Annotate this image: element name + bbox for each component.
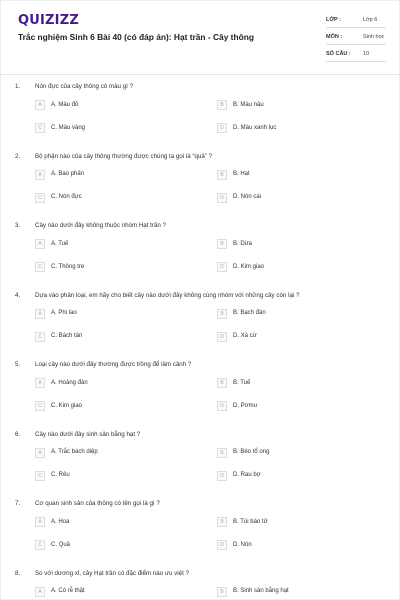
option-letter-box: A: [35, 587, 45, 597]
question-text: Loại cây nào dưới đây thường được trồng để làm cảnh ?: [35, 361, 192, 368]
question-text: Bộ phận nào của cây thông thường được chúng ta gọi là “quả” ?: [35, 152, 213, 160]
option-text: B. Sinh sản bằng hạt: [233, 588, 289, 594]
question-number: 6.: [15, 430, 21, 438]
option-text: A. Phi lao: [51, 310, 77, 316]
option-letter-box: B: [217, 309, 227, 319]
option-letter-box: A: [35, 517, 45, 527]
question-text: So với dương xỉ, cây Hạt trần có đặc điểm nào ưu việt ?: [35, 569, 189, 577]
meta-key: LỚP :: [326, 17, 341, 23]
option-text: D. Màu xanh lục: [233, 124, 277, 131]
option-text: D. Xà cừ: [233, 333, 257, 339]
option-letter-box: C: [35, 123, 45, 133]
question-number: 4.: [15, 291, 21, 299]
option-letter-box: D: [217, 401, 227, 411]
option-text: D. Nón: [233, 541, 252, 548]
option-text: C. Quả: [51, 541, 71, 548]
question-text: Cơ quan sinh sản của thông có tên gọi là gì ?: [35, 500, 160, 507]
question-number: 3.: [15, 222, 21, 229]
option-letter-box: C: [35, 332, 45, 342]
quizizz-logo: QUIZIZZ: [18, 13, 79, 28]
question-number: 1.: [15, 83, 21, 90]
option-letter-box: A: [35, 100, 45, 110]
meta-row-subject: [326, 28, 386, 45]
option-text: D. Kim giao: [233, 263, 265, 270]
question-number: 2.: [15, 152, 21, 160]
meta-key: MÔN :: [326, 34, 343, 40]
header-divider: [1, 74, 400, 75]
option-letter-box: D: [217, 193, 227, 203]
page-title: Trắc nghiệm Sinh 6 Bài 40 (có đáp án): Hạt trần - Cây thông: [18, 32, 254, 42]
option-letter-box: D: [217, 332, 227, 342]
option-text: A. Tuế: [51, 240, 69, 247]
meta-row-grade: [326, 11, 386, 28]
option-text: C. Nón đực: [51, 194, 82, 200]
option-letter-box: A: [35, 309, 45, 319]
option-text: A. Màu đỏ: [51, 101, 79, 108]
option-text: B. Tuế: [233, 379, 251, 386]
option-text: C. Bách tán: [51, 333, 83, 339]
question-number: 8.: [15, 569, 21, 577]
option-letter-box: C: [35, 471, 45, 481]
option-text: A. Có rễ thật: [51, 588, 85, 594]
option-letter-box: A: [35, 239, 45, 249]
option-letter-box: D: [217, 123, 227, 133]
meta-value: Lớp 6: [363, 17, 378, 23]
question-text: Nón đực của cây thông có màu gì ?: [35, 83, 134, 90]
option-text: A. Hoa: [51, 518, 70, 525]
option-text: B. Màu nâu: [233, 101, 264, 108]
option-text: B. Túi bào tử: [233, 518, 268, 525]
question-number: 5.: [15, 361, 21, 368]
option-letter-box: B: [217, 100, 227, 110]
option-letter-box: A: [35, 378, 45, 388]
option-text: C. Kim giao: [51, 402, 83, 409]
option-letter-box: B: [217, 239, 227, 249]
question-text: Dựa vào phân loại, em hãy cho biết cây nào dưới đây không cùng nhóm với những cây còn lại ?: [35, 291, 300, 299]
meta-key: SỐ CÂU :: [326, 51, 351, 57]
option-text: D. Rau bợ: [233, 472, 261, 478]
option-text: A. Hoàng đàn: [51, 379, 88, 386]
option-text: C. Màu vàng: [51, 124, 86, 131]
option-letter-box: C: [35, 401, 45, 411]
question-text: Cây nào dưới đây không thuộc nhóm Hạt trần ?: [35, 222, 166, 229]
option-letter-box: A: [35, 448, 45, 458]
option-letter-box: A: [35, 170, 45, 180]
meta-row-count: [326, 45, 386, 62]
option-letter-box: B: [217, 378, 227, 388]
meta-value: Sinh học: [363, 34, 385, 40]
option-letter-box: B: [217, 170, 227, 180]
option-text: B. Bạch đàn: [233, 310, 266, 316]
option-text: B. Dừa: [233, 240, 253, 247]
option-letter-box: D: [217, 540, 227, 550]
option-text: A. Bao phấn: [51, 171, 85, 177]
option-letter-box: D: [217, 471, 227, 481]
option-letter-box: B: [217, 517, 227, 527]
option-text: C. Thông tre: [51, 263, 85, 270]
option-text: B. Bèo tổ ong: [233, 449, 270, 455]
question-number: 7.: [15, 500, 21, 507]
question-text: Cây nào dưới đây sinh sản bằng hạt ?: [35, 430, 141, 438]
option-letter-box: B: [217, 448, 227, 458]
option-letter-box: D: [217, 262, 227, 272]
option-letter-box: B: [217, 587, 227, 597]
option-letter-box: C: [35, 262, 45, 272]
option-text: B. Hạt: [233, 171, 250, 177]
option-text: D. Nón cái: [233, 194, 262, 200]
option-text: D. Pơmu: [233, 402, 257, 409]
option-letter-box: C: [35, 540, 45, 550]
option-text: C. Rêu: [51, 472, 70, 478]
meta-table: [326, 11, 386, 62]
option-letter-box: C: [35, 193, 45, 203]
option-text: A. Trắc bách diệp: [51, 449, 98, 455]
meta-value: 10: [363, 51, 370, 57]
